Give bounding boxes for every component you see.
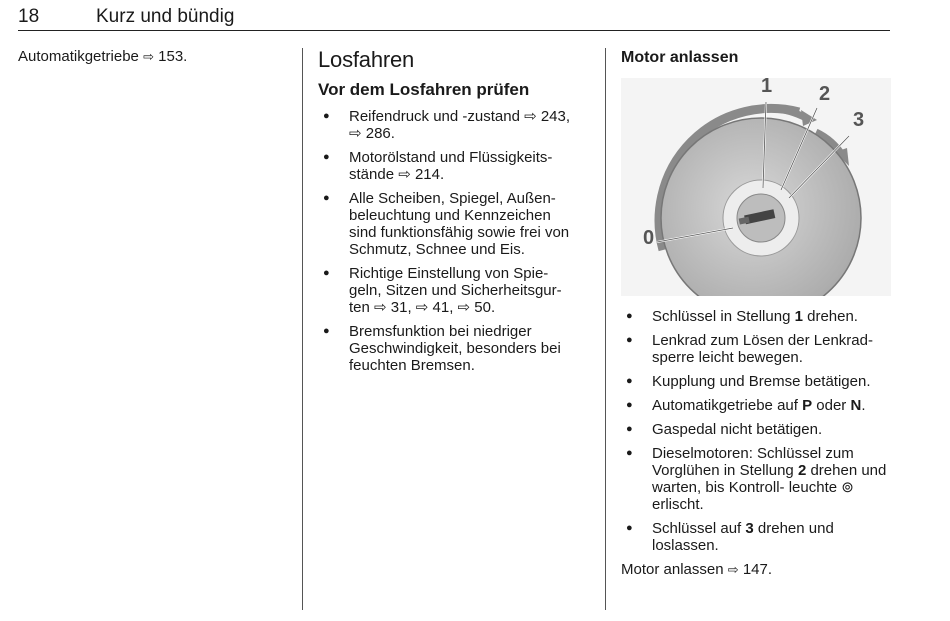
- subsection-heading: Vor dem Losfahren prüfen: [318, 80, 530, 99]
- position-label: 3: [853, 109, 865, 131]
- list-item: ● Bremsfunktion bei niedriger Geschwindigkeit, besonders bei feuchten Bremsen.: [318, 323, 596, 374]
- list-item: ● Alle Scheiben, Spiegel, Außen- beleuchtung und Kennzeichen sind funktionsfähig sowie frei von Schmutz, Schnee und Eis.: [318, 190, 596, 258]
- checklist: [318, 108, 596, 374]
- ignition-switch-figure: [621, 75, 891, 296]
- column-divider: [605, 48, 606, 610]
- list-item: ● Richtige Einstellung von Spie- geln, Sitzen und Sicherheitsgur- ten ⇨ 31, ⇨ 41, ⇨ 50.: [318, 265, 596, 316]
- list-item: ● Reifendruck und -zustand ⇨ 243, ⇨ 286.: [318, 108, 596, 142]
- list-item: ● Schlüssel in Stellung 1 drehen.: [621, 308, 901, 325]
- column-divider: [302, 48, 303, 610]
- position-label: 2: [819, 83, 831, 105]
- list-item: ● Automatikgetriebe auf P oder N.: [621, 397, 901, 414]
- start-steps: [621, 308, 901, 554]
- list-item: ● Motorölstand und Flüssigkeits- stände ⇨ 214.: [318, 149, 596, 183]
- xref-text: Motor anlassen: [621, 561, 724, 578]
- list-item: ● Dieselmotoren: Schlüssel zum Vorglühen in Stellung 2 drehen und warten, bis Kontroll- leuchte ⊚ erlischt.: [621, 445, 901, 513]
- xref-text: Automatikgetriebe: [18, 48, 139, 65]
- column-left: [18, 48, 288, 65]
- position-label: 1: [761, 75, 773, 97]
- list-item: ● Gaspedal nicht betätigen.: [621, 421, 901, 438]
- column-middle: [318, 48, 596, 381]
- list-item: ● Kupplung und Bremse betätigen.: [621, 373, 901, 390]
- xref-page: 153.: [158, 48, 188, 65]
- cross-reference[interactable]: [18, 48, 288, 65]
- page-ref-arrow-icon: ⇨: [727, 562, 739, 577]
- page-number: 18: [18, 6, 40, 27]
- section-title: Kurz und bündig: [96, 6, 235, 27]
- position-label: 0: [643, 227, 655, 249]
- list-item: ● Lenkrad zum Lösen der Lenkrad- sperre leicht bewegen.: [621, 332, 901, 366]
- list-item: ● Schlüssel auf 3 drehen und loslassen.: [621, 520, 901, 554]
- page-ref-arrow-icon: ⇨: [143, 49, 154, 64]
- page-header: [18, 6, 890, 31]
- xref-page: 147.: [742, 561, 773, 578]
- subsection-heading: Motor anlassen: [621, 49, 739, 66]
- ignition-switch-icon: [621, 75, 891, 296]
- cross-reference[interactable]: [621, 561, 901, 578]
- column-right: [621, 48, 901, 578]
- section-heading: Losfahren: [318, 47, 415, 72]
